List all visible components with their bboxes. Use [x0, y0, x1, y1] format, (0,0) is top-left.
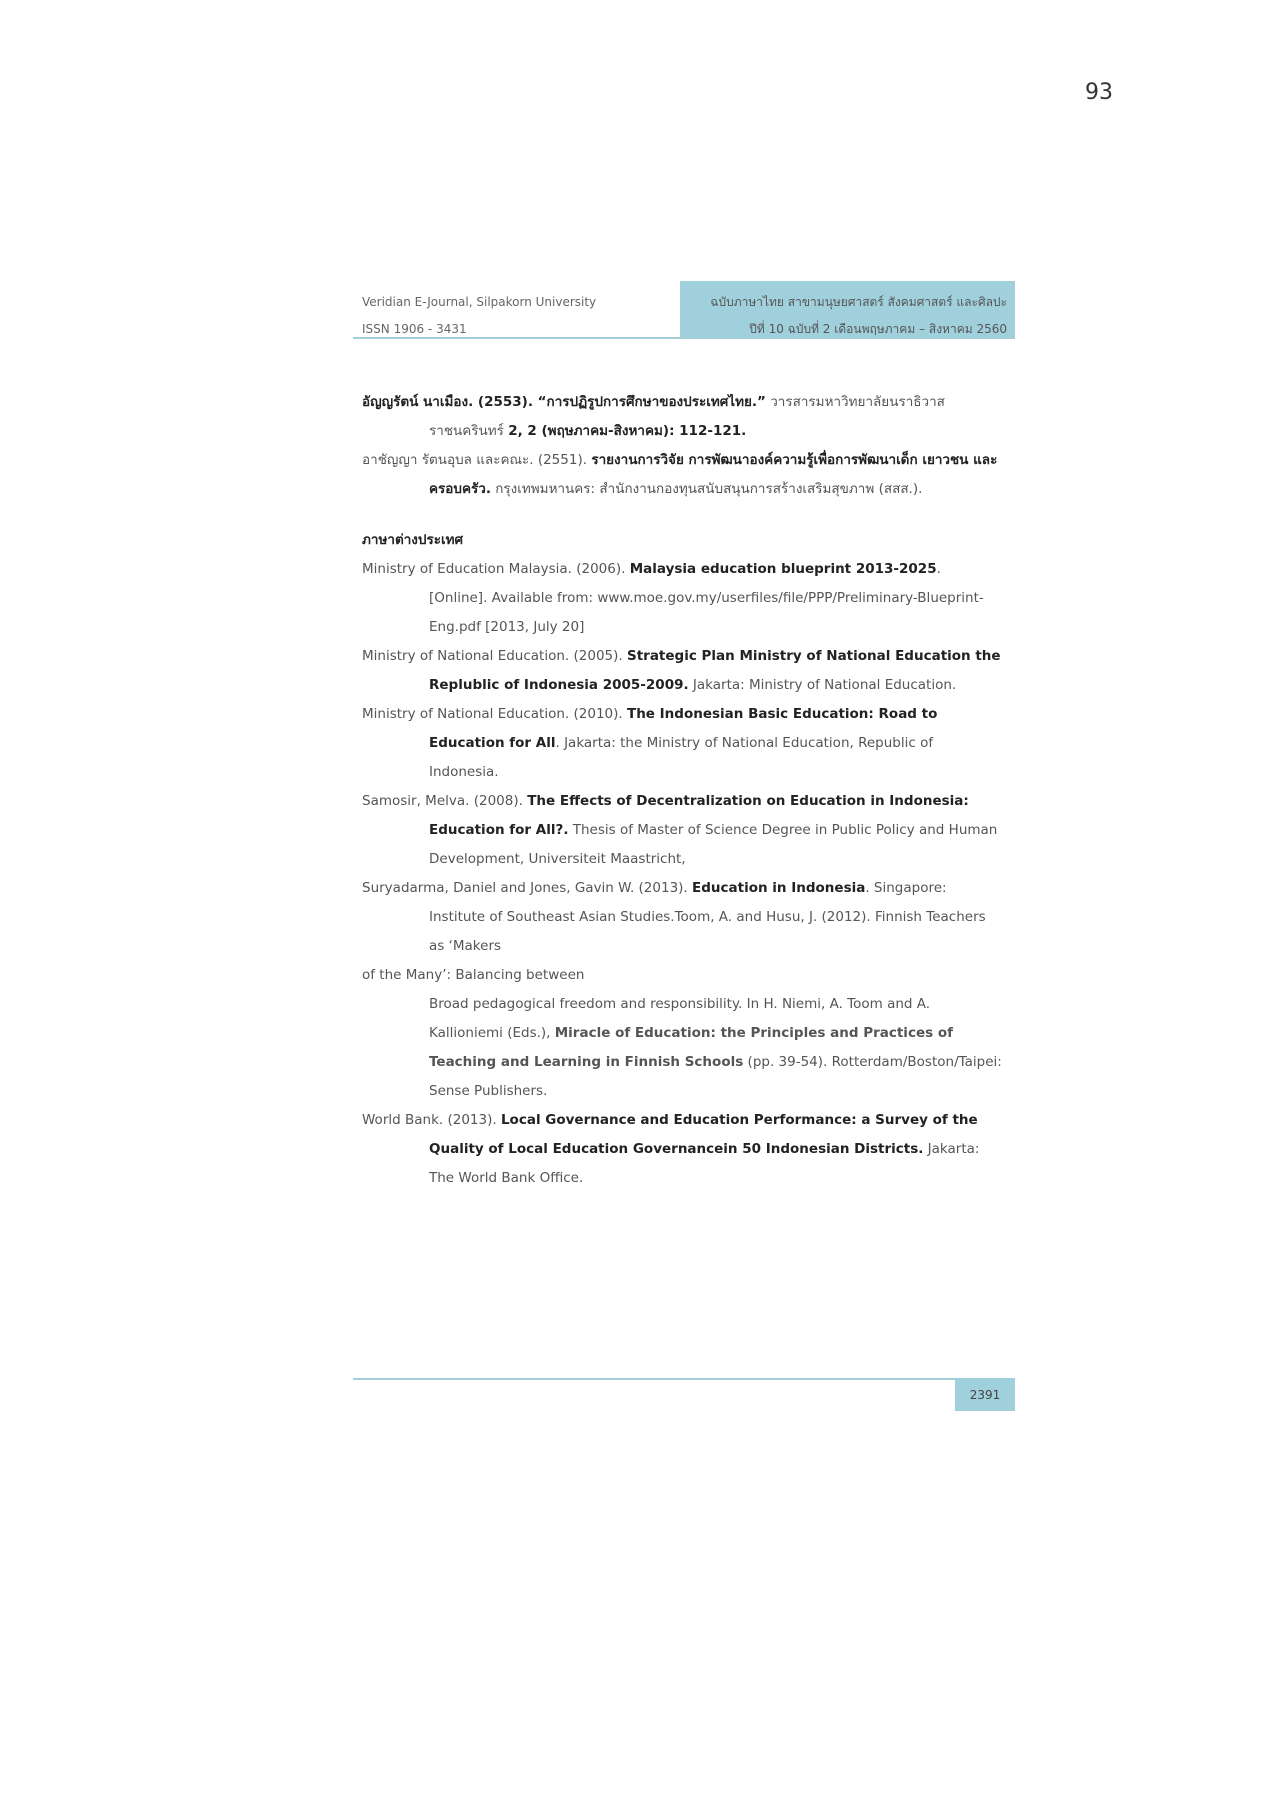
ref-title: Local Governance and Education Performance: a Survey of the Quality of Local Education Governancein 50 Indonesian Districts. — [429, 1112, 978, 1157]
reference-continuation — [362, 990, 1002, 1106]
ref-title: Malaysia education blueprint 2013-2025 — [629, 561, 937, 577]
ref-publisher: Jakarta: Ministry of National Education. — [688, 677, 957, 693]
ref-author: อาชัญญา รัตนอุบล และคณะ. (2551). — [362, 452, 592, 468]
ref-author: อัญญรัตน์ นาเมือง. (2553). “การปฏิรูปการศึกษาของประเทศไทย.” — [362, 394, 766, 410]
reference-item — [362, 642, 1002, 700]
ref-publisher: (pp. 39-54). Rotterdam/Boston/Taipei: Sense Publishers. — [429, 1054, 1002, 1099]
ref-publisher: . [Online]. Available from: www.moe.gov.my/userfiles/file/PPP/Preliminary-Blueprint-Eng.pdf [2013, July 20] — [429, 561, 984, 635]
header-right-box — [680, 281, 1015, 337]
journal-issue: ปีที่ 10 ฉบับที่ 2 เดือนพฤษภาคม – สิงหาคม 2560 — [749, 322, 1007, 336]
journal-edition: ฉบับภาษาไทย สาขามนุษยศาสตร์ สังคมศาสตร์ และศิลปะ — [710, 295, 1007, 309]
ref-title: Strategic Plan Ministry of National Education the Replublic of Indonesia 2005-2009. — [429, 648, 1001, 693]
ref-title: รายงานการวิจัย การพัฒนาองค์ความรู้เพื่อการพัฒนาเด็ก เยาวชน และครอบครัว. — [429, 452, 998, 497]
journal-header — [353, 281, 1015, 339]
ref-author: Ministry of National Education. (2010). — [362, 706, 627, 722]
ref-author: Samosir, Melva. (2008). — [362, 793, 528, 809]
header-left — [362, 289, 596, 343]
ref-publisher: Thesis of Master of Science Degree in Public Policy and Human Development, Universiteit Maastricht, — [429, 822, 998, 867]
ref-publisher: กรุงเทพมหานคร: สำนักงานกองทุนสนับสนุนการสร้างเสริมสุขภาพ (สสส.). — [490, 481, 923, 497]
ref-volume: 2, 2 (พฤษภาคม-สิงหาคม): 112-121. — [508, 423, 747, 439]
section-title-foreign: ภาษาต่างประเทศ — [362, 532, 464, 548]
ref-publisher: . Jakarta: the Ministry of National Education, Republic of Indonesia. — [429, 735, 934, 780]
ref-author: Suryadarma, Daniel and Jones, Gavin W. (2013). — [362, 880, 693, 896]
reference-item — [362, 555, 1002, 642]
page-number: 93 — [1085, 80, 1113, 105]
ref-source-cont: ราชนครินทร์ — [429, 423, 509, 439]
ref-publisher: Jakarta: The World Bank Office. — [429, 1141, 980, 1186]
ref-title: Miracle of Education: the Principles and Practices of Teaching and Learning in Finnish Schools — [429, 1025, 953, 1070]
references-content — [362, 388, 1002, 1193]
ref-source: Broad pedagogical freedom and responsibility. In H. Niemi, A. Toom and A. Kallioniemi (Eds.), — [429, 996, 931, 1041]
reference-item — [362, 874, 1002, 961]
ref-title: The Effects of Decentralization on Education in Indonesia: Education for All?. — [429, 793, 969, 838]
ref-author: Ministry of Education Malaysia. (2006). — [362, 561, 630, 577]
footer-rule — [353, 1378, 1015, 1380]
ref-author: World Bank. (2013). — [362, 1112, 501, 1128]
ref-publisher: . Singapore: Institute of Southeast Asian Studies.Toom, A. and Husu, J. (2012). Finnish Teachers as ‘Makers — [429, 880, 986, 954]
reference-item — [362, 446, 1002, 504]
issn: ISSN 1906 - 3431 — [362, 322, 467, 336]
footer-page-number: 2391 — [955, 1378, 1015, 1411]
ref-author: Ministry of National Education. (2005). — [362, 648, 627, 664]
reference-item — [362, 700, 1002, 787]
ref-title: Education in Indonesia — [692, 880, 866, 896]
ref-title: The Indonesian Basic Education: Road to Education for All — [429, 706, 938, 751]
reference-item — [362, 787, 1002, 874]
reference-item — [362, 388, 1002, 446]
reference-item — [362, 1106, 1002, 1193]
reference-flat-line: of the Many’: Balancing between — [362, 967, 585, 983]
journal-name: Veridian E-Journal, Silpakorn University — [362, 295, 597, 309]
ref-source: วารสารมหาวิทยาลัยนราธิวาส — [765, 394, 945, 410]
